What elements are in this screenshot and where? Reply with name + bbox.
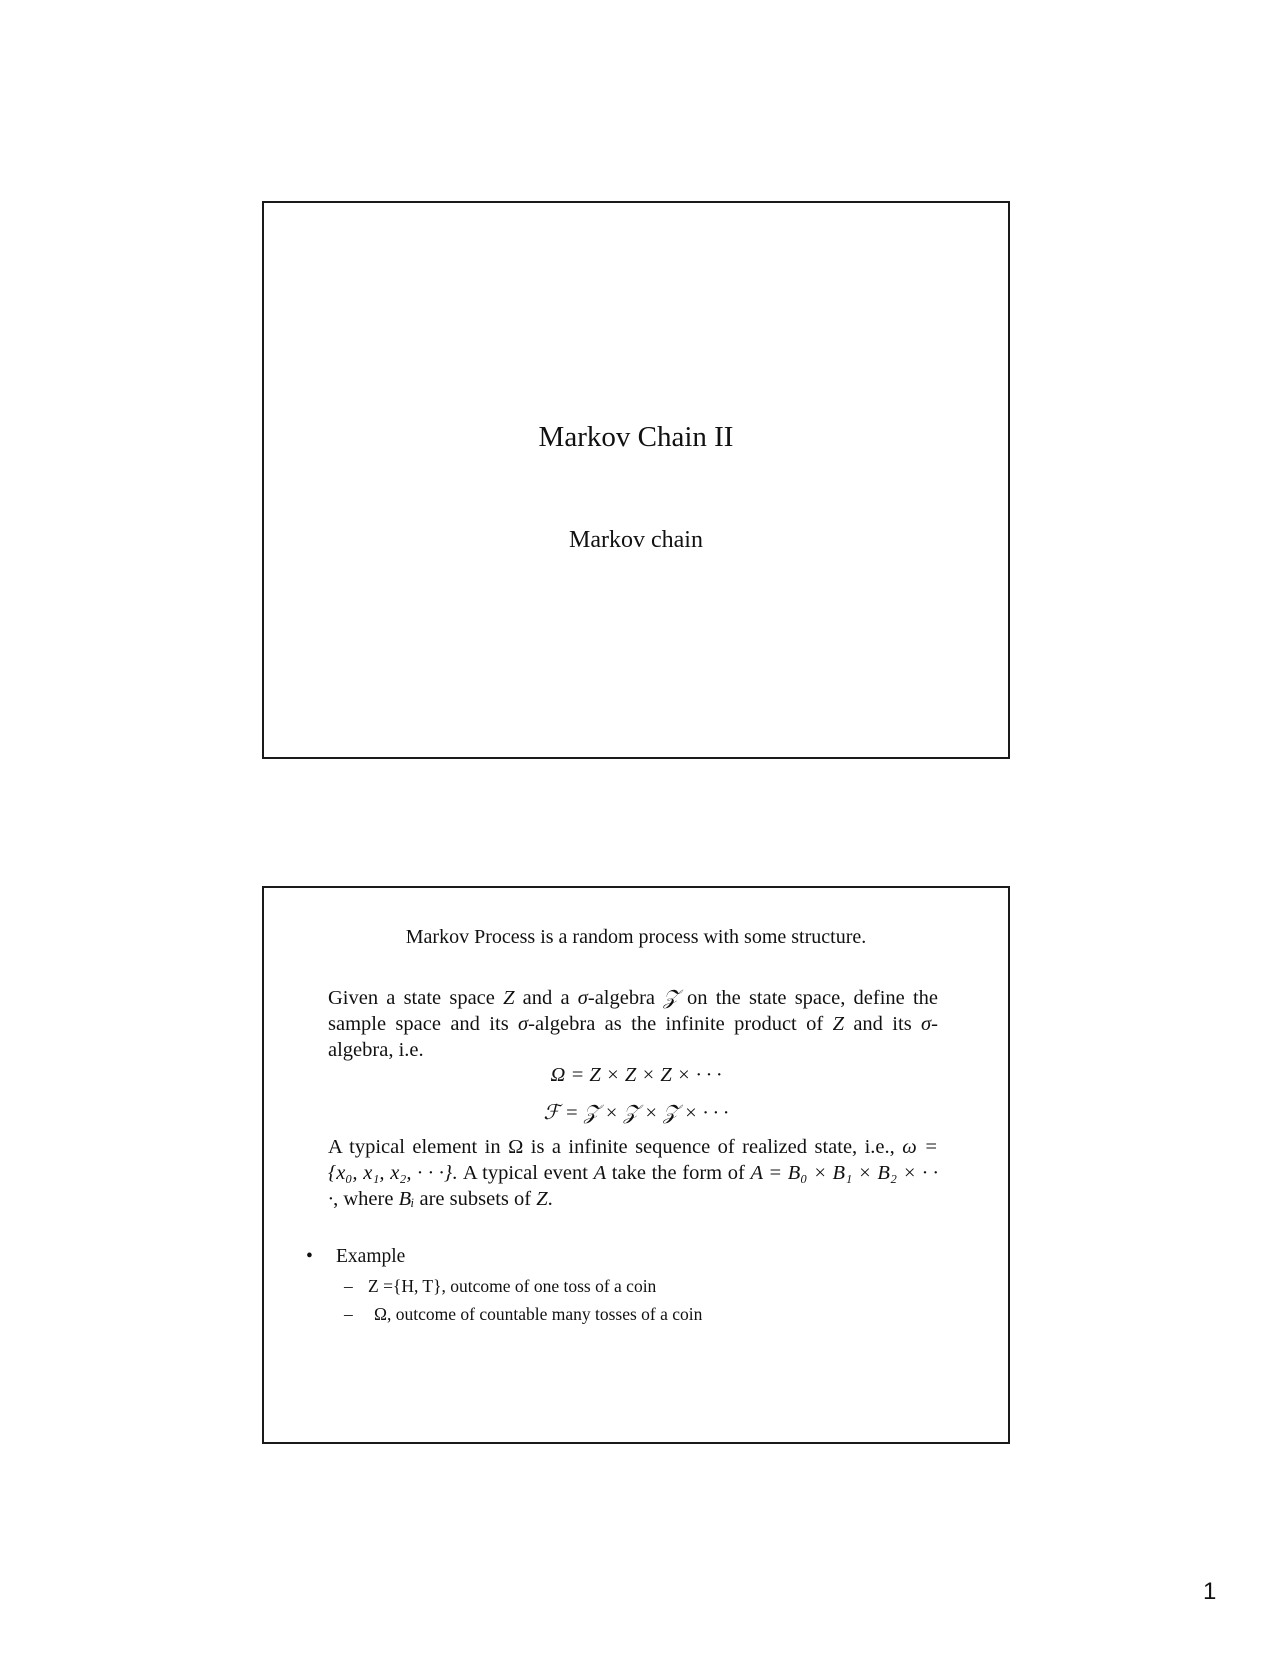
math-symbol: 𝒵 [663,985,679,1009]
math-symbol: Z [832,1013,844,1035]
math-symbol: σ [921,1013,932,1035]
equation-sample-space: Ω = Z × Z × Z × · · · [550,1064,722,1086]
slide-title [262,201,1010,759]
text-run: -algebra as the infinite product of [528,1013,833,1035]
definition-paragraph [328,984,938,1063]
sub-bullet [344,1304,702,1325]
math-symbol: σ [577,987,588,1009]
sub-bullet-text: Ω, outcome of countable many tosses of a coin [374,1304,703,1324]
math-symbol: Z [503,987,515,1009]
math-expression: A = B₀ × B₁ × B₂ × · · · [328,1162,938,1210]
bullet-example [306,1246,405,1268]
text-run: . [547,1188,553,1210]
dash-icon: – [344,1276,353,1296]
text-run: Given a state space [328,987,504,1009]
bullet-label: Example [336,1246,406,1267]
math-symbol: Z [536,1188,548,1210]
slide-markov-process [262,886,1010,1444]
text-run: take the form of [606,1162,751,1184]
dash-icon: – [344,1304,353,1324]
text-run: A typical element in Ω is a infinite sequence of realized state, i.e., [328,1136,903,1158]
text-run: are subsets of [414,1188,537,1210]
math-symbol: σ [518,1013,529,1035]
math-symbol: Bᵢ [398,1188,415,1210]
slide-heading: Markov Process is a random process with some structure. [405,926,867,948]
text-run: and its [843,1013,922,1035]
equation-sigma-algebra: ℱ = 𝒵 × 𝒵 × 𝒵 × · · · [543,1102,729,1124]
text-run: on the state space, define the sample space and its [328,987,938,1035]
typical-element-paragraph [328,1134,938,1212]
text-run: -algebra [587,987,664,1009]
math-symbol: A [593,1162,607,1184]
sub-bullet-text: Z ={H, T}, outcome of one toss of a coin [368,1276,657,1296]
page-number: 1 [1203,1578,1217,1605]
bullet-icon: • [306,1246,313,1267]
text-run: . A typical event [452,1162,594,1184]
text-run: -algebra, i.e. [328,1013,938,1061]
math-expression: ω = {x₀, x₁, x₂, · · ·} [328,1136,938,1184]
slide-subtitle: Markov chain [569,527,703,553]
slide-title-heading: Markov Chain II [538,421,734,453]
text-run: and a [514,987,578,1009]
text-run: , where [333,1188,399,1210]
sub-bullet [344,1276,656,1297]
